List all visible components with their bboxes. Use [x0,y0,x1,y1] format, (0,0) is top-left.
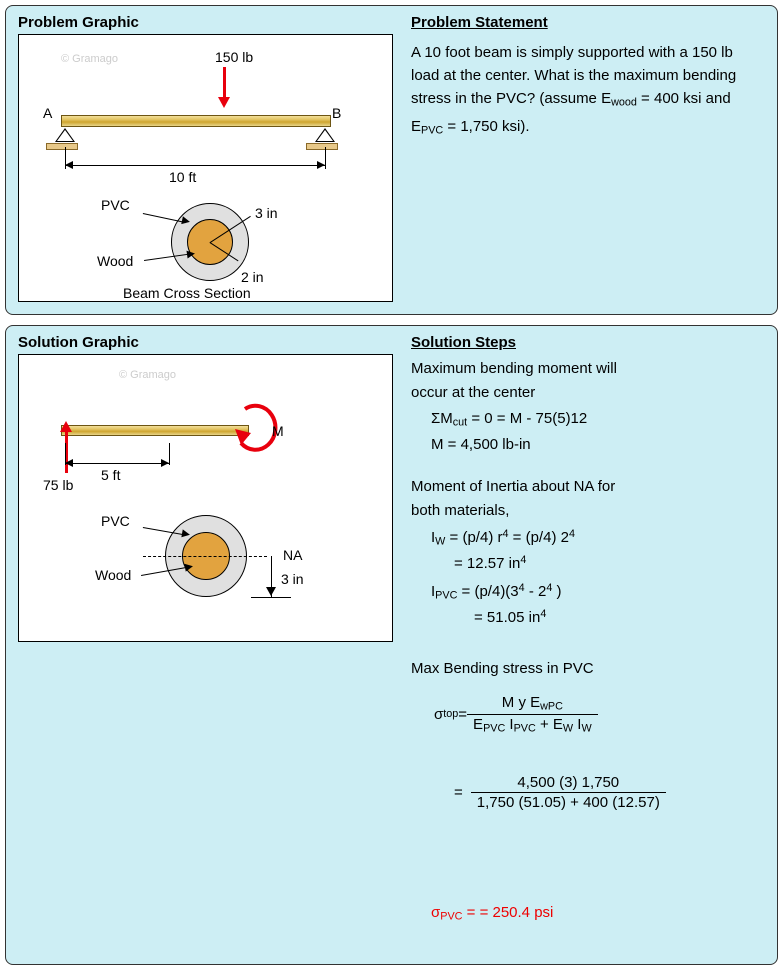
fraction-2-numerator: 4,500 (3) 1,750 [517,774,620,791]
statement-part-1: A 10 foot beam is simply supported with a 150 lb load at the center. What is the maximum bending stress in the PVC? (assume E [411,44,737,107]
frac1-den-sub4: W [581,722,592,735]
iw-sub: W [435,535,446,548]
pvc-leader-arrow [181,216,190,225]
half-beam [61,425,249,436]
reaction-arrow-head [60,421,72,432]
fraction-1-numerator [467,694,598,714]
step2-line2: both materials, [411,502,510,519]
ipvc-equation [431,582,562,602]
ipvc-value-sup: 4 [540,608,547,620]
span-label: 10 ft [169,169,197,185]
dim-3in-arrow-down [266,587,276,596]
reaction-label: 75 lb [43,477,74,493]
fraction-2-denominator: 1,750 (51.05) + 400 (12.57) [471,792,666,811]
statement-sub-wood: wood [611,96,637,109]
frac1-num-pre: M y E [501,694,541,711]
bottom-extension-line [251,597,291,598]
statement-part-2: = 400 ksi and E [411,90,731,135]
stress-fraction-2 [471,774,666,811]
iw-value [454,554,526,572]
pvc-leader-arrow-solution [181,529,190,538]
ipvc-eq-part1: = (p/4)(3 [457,582,519,600]
dim-3in-label-solution: 3 in [281,571,304,587]
solution-graphic-heading: Solution Graphic [18,334,139,351]
fraction-1-denominator [467,714,598,735]
final-answer [431,904,553,923]
step3-line1: Max Bending stress in PVC [411,660,594,677]
equals-sign-2: = [454,784,463,801]
support-b-triangle-inner [317,130,333,141]
ipvc-value [474,608,546,626]
frac1-den-end: I [573,715,582,733]
sigma-m-cut-pre: ΣM [431,410,453,427]
watermark-problem: © Gramago [61,53,119,65]
frac1-den-mid: I [505,715,514,733]
half-span-label: 5 ft [101,467,121,483]
step2-line1: Moment of Inertia about NA for [411,478,616,495]
span-extension-right [325,147,326,169]
solution-steps-heading: Solution Steps [411,334,516,351]
ipvc-sup: 4 [518,582,525,594]
half-span-ext-right [169,443,170,465]
ipvc-eq-mid: - 2 [524,582,547,600]
iw-eq-part1: = (p/4) r [445,528,503,546]
frac1-den-sub1: PVC [483,722,506,735]
answer-sigma-symbol: σ [431,904,441,921]
support-a-triangle-inner [57,130,73,141]
step1-line1: Maximum bending moment will [411,360,617,377]
half-span-dimension-line [65,463,169,464]
half-span-arrow-left [65,459,73,467]
solution-graphic-figure [18,354,393,642]
frac1-num-sub: wPC [540,700,563,713]
beam [61,115,331,127]
frac1-den-sub3: W [562,722,574,735]
support-a-ground [46,143,78,150]
step1-eq2: M = 4,500 lb-in [431,436,531,453]
iw-equation [431,528,575,548]
span-arrow-left [65,161,73,169]
problem-statement-heading: Problem Statement [411,14,548,31]
watermark-solution: © Gramago [119,369,177,381]
problem-panel [5,5,778,315]
wood-label-solution: Wood [95,567,132,583]
load-arrow-head [218,97,230,108]
stress-numeric-equation [454,774,666,811]
ipvc-symbol: I [431,582,436,600]
ipvc-sub: PVC [435,589,458,602]
pvc-label-solution: PVC [101,513,130,529]
iw-symbol: I [431,528,436,546]
dim-3in-label: 3 in [255,205,278,221]
answer-sigma-sub: PVC [440,910,463,923]
problem-graphic-figure [18,34,393,302]
na-label: NA [283,547,303,563]
sigma-top-equals: = [458,705,468,723]
problem-graphic-heading: Problem Graphic [18,14,139,31]
answer-value-text: = = 250.4 psi [462,904,554,921]
ipvc-sup2: 4 [546,582,553,594]
wood-label: Wood [97,253,134,269]
load-label: 150 lb [215,49,254,65]
iw-eq-part2: = (p/4) 2 [508,528,569,546]
half-span-arrow-right [161,459,169,467]
sigma-top-sub: top [443,708,459,721]
statement-sub-pvc: PVC [421,124,444,137]
solution-panel [5,325,778,965]
sigma-m-cut-sub: cut [452,416,468,429]
neutral-axis-line [143,556,267,557]
wood-leader-arrow [186,249,195,258]
support-a-label: A [43,105,53,121]
moment-label: M [272,423,284,439]
iw-value-sup: 4 [520,554,527,566]
step1-eq1 [431,410,587,429]
stress-fraction-1 [467,694,598,734]
ipvc-value-text: = 51.05 in [474,608,541,626]
iw-sup: 4 [502,528,509,540]
cross-section-caption: Beam Cross Section [123,285,251,301]
sigma-top-symbol: σ [434,705,444,723]
frac1-den-plus: + E [535,715,563,733]
ipvc-eq-end: ) [552,582,562,600]
span-dimension-line [65,165,325,166]
support-b-ground [306,143,338,150]
statement-part-3: = 1,750 ksi). [443,117,530,135]
iw-value-text: = 12.57 in [454,554,521,572]
iw-sup2: 4 [568,528,575,540]
support-b-label: B [332,105,342,121]
step1-line2: occur at the center [411,384,536,401]
sigma-m-cut-post: = 0 = M - 75(5)12 [467,410,588,427]
pvc-label: PVC [101,197,130,213]
dim-2in-label: 2 in [241,269,264,285]
problem-statement-text [411,41,761,142]
span-arrow-right [317,161,325,169]
wood-leader-arrow-solution [184,562,193,571]
sigma-top-equation [434,694,598,734]
frac1-den-pre: E [473,715,484,733]
frac1-den-sub2: PVC [513,722,536,735]
